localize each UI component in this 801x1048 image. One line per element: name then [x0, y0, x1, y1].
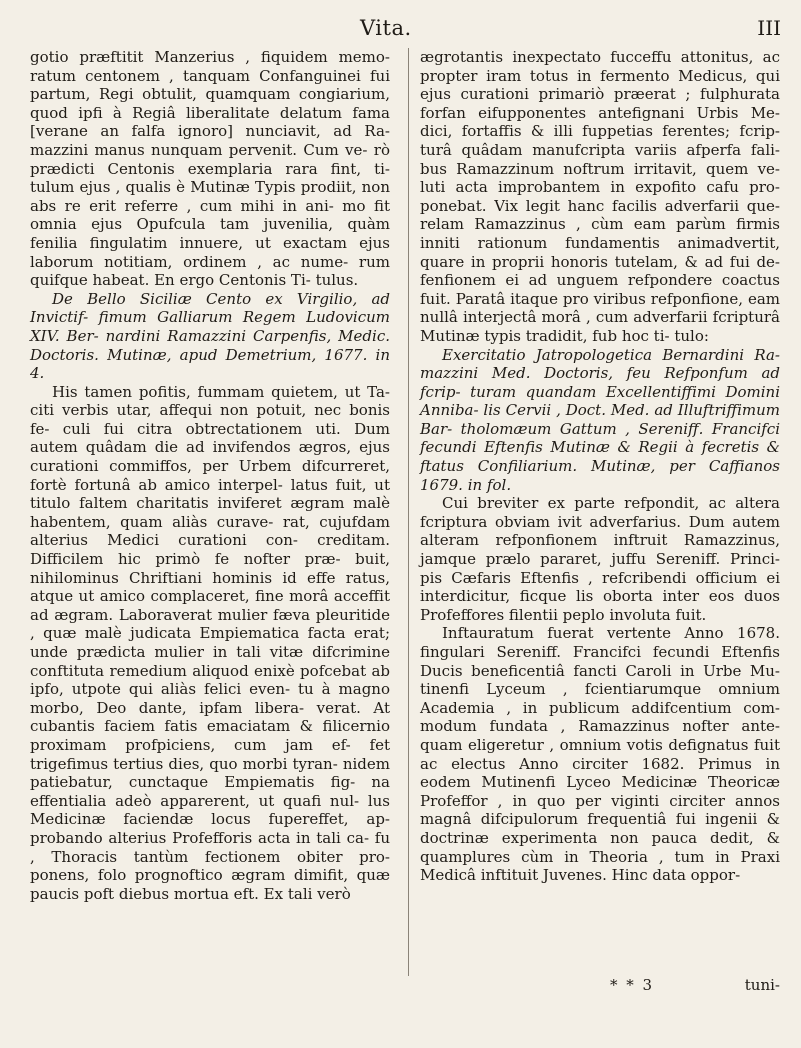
column-divider — [408, 48, 409, 976]
paragraph: Cui breviter ex parte refpondit, ac altera fcriptura obviam ivit adverfarius. Dum autem alteram refponfionem inftruit Ramazzinus, jamque prælo pararet, juffu Sereniff. Princi- pis Cæfaris Eftenfis , refcribendi officium ei interdicitur, ficque lis oborta inter eos duos Profeffores filentii peplo involuta fuit. — [420, 494, 780, 624]
signature-mark: * * 3 — [610, 976, 655, 994]
paragraph: gotio præftitit Manzerius , fiquidem memo- ratum centonem , tanquam Confanguinei fui partum, Regi obtulit, quamquam congiarium, quod ipfi à Regiâ liberalitate delatum fama [verane an falfa ignoro] nunciavit, ad Ra- mazzini manus nunquam pervenit. Cum ve- rò prædicti Centonis exemplaria rara fint, ti- tulum ejus , qualis è Mutinæ Typis prodiit, non abs re erit referre , cum mihi in ani- mo fit omnia ejus Opufcula tam juvenilia, quàm fenilia fingulatim innuere, ut exactam ejus laborum notitiam, ordinem , ac nume- rum quifque habeat. En ergo Centonis Ti- tulus. — [30, 48, 390, 290]
page-header — [0, 14, 801, 48]
page-footer — [420, 976, 780, 998]
book-title-citation: De Bello Siciliæ Cento ex Virgilio, ad Invictif- fimum Galliarum Regem Ludovicum XIV. Ber- nardini Ramazzini Carpenfis, Medic. Doctoris. Mutinæ, apud Demetrium, 1677. in 4. — [30, 289, 390, 383]
catchword: tuni- — [744, 976, 780, 994]
page-number: III — [757, 16, 781, 40]
paragraph: Inftauratum fuerat vertente Anno 1678. fingulari Sereniff. Francifci fecundi Eftenfis Ducis beneficentiâ fancti Caroli in Urbe Mu- tinenfi Lyceum , fcientiarumque omnium Academia , in publicum addifcentium com- modum fundata , Ramazzinus nofter ante- quam eligeretur , omnium votis defignatus fuit ac electus Anno circiter 1682. Primus in eodem Mutinenfi Lyceo Medicinæ Theoricæ Profeffor , in quo per viginti circiter annos magnâ difcipulorum frequentiâ fui ingenii & doctrinæ experimenta non pauca dedit, & quamplures cùm in Theoria , tum in Praxi Medicâ inftituit Juvenes. Hinc data oppor- — [420, 624, 780, 885]
paragraph: His tamen pofitis, fummam quietem, ut Ta- citi verbis utar, affequi non potuit, nec bonis fe- culi fui citra obtrectationem uti. Dum autem quâdam die ad invifendos ægros, ejus curationi commiffos, per Urbem difcurreret, fortè fortunâ ab amico interpel- latus fuit, ut titulo faltem charitatis inviferet ægram malè habentem, quam aliàs curave- rat, cujufdam alterius Medici curationi con- creditam. Difficilem hic primò fe nofter præ- buit, nihilominus Chriftiani hominis id effe ratus, atque ut amico complaceret, fine morâ acceffit ad ægram. Laboraverat mulier fæva pleuritide , quæ malè judicata Empiematica facta erat; unde prædicta mulier in tali vitæ difcrimine conftituta remedium aliquod enixè pofcebat ab ipfo, utpote qui aliàs felici even- tu à magno morbo, Deo dante, ipfam libera- verat. At cubantis faciem fatis emaciatam & filicernio proximam profpiciens, cum jam ef- fet trigefimus tertius dies, quo morbi tyran- nidem patiebatur, cunctaque Empiematis fig- na effentialia adeò apparerent, ut quafi nul- lus Medicinæ faciendæ locus fupereffet, ap- probando alterius Profefforis acta in tali ca- fu , Thoracis tantùm fectionem obiter pro- ponens, folo prognoftico ægram dimifit, quæ paucis poft diebus mortua eft. Ex tali verò — [30, 382, 390, 903]
running-title: Vita. — [360, 16, 412, 40]
book-title-citation: Exercitatio Jatropologetica Bernardini Ra- mazzini Med. Doctoris, feu Refponfum ad fcrip- turam quandam Excellentiffimi Domini Anniba- lis Cervii , Doct. Med. ad Illuftriffimum Bar- tholomæum Gattum , Sereniff. Francifci fecundi Eftenfis Mutinæ & Regii à fecretis & ftatus Confiliarium. Mutinæ, per Caffianos 1679. in fol. — [420, 345, 780, 494]
paragraph: ægrotantis inexpectato fucceffu attonitus, ac propter iram totus in fermento Medicus, qui ejus curationi primariò præerat ; fulphurata forfan eifupponentes antefignani Urbis Me- dici, fortaffis & illi fuppetias ferentes; fcrip- turâ quâdam manufcripta variis afperfa fali- bus Ramazzinum noftrum irritavit, quem ve- luti acta improbantem in expofito cafu pro- ponebat. Vix legit hanc facilis adverfarii que- relam Ramazzinus , cùm eam parùm firmis inniti rationum fundamentis animadvertit, quare in proprii honoris tutelam, & ad fui de- fenfionem ei ad unguem refpondere coactus fuit. Paratâ itaque pro viribus refponfione, eam nullâ interjectâ morâ , cum adverfarii fcripturâ Mutinæ typis tradidit, fub hoc ti- tulo: — [420, 48, 780, 345]
left-column — [30, 48, 390, 903]
right-column — [420, 48, 780, 885]
